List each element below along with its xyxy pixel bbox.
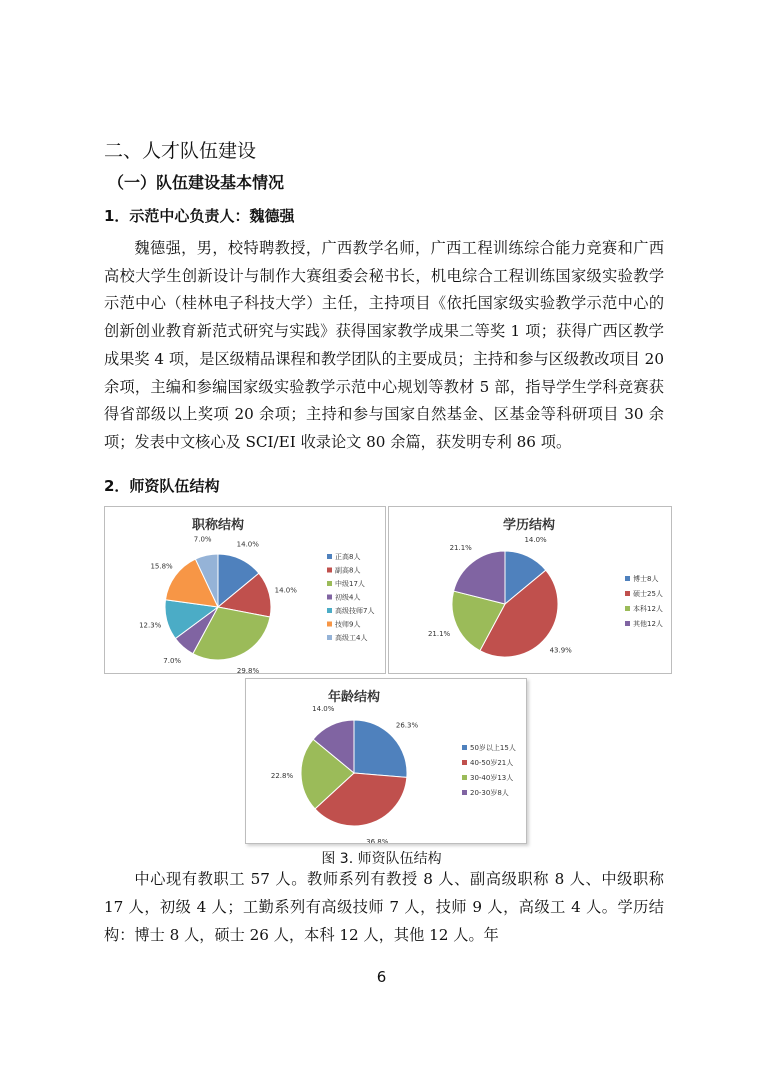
pie-data-label: 15.8% [150,562,173,571]
legend-swatch [462,775,467,780]
chart-title-structure [104,506,386,674]
legend-swatch [327,635,332,640]
legend-swatch [462,790,467,795]
legend-entry: 20-30岁8人 [470,789,509,797]
pie-data-label: 21.1% [449,544,472,553]
legend-swatch [625,606,630,611]
pie-data-label: 14.0% [274,586,297,595]
pie-data-label: 7.0% [163,656,182,665]
legend-entry: 高级工4人 [335,634,368,642]
legend-swatch [625,591,630,596]
legend-entry: 其他12人 [633,620,663,628]
pie-data-label: 21.1% [427,630,451,639]
item1-title: 1．示范中心负责人：魏德强 [104,207,295,225]
legend-entry: 30-40岁13人 [470,774,514,782]
page-number: 6 [376,968,387,986]
chart-education-structure [388,506,672,674]
subsection-heading: （一）队伍建设基本情况 [108,173,285,192]
legend-swatch [327,608,332,613]
pie-data-label: 12.3% [139,621,162,630]
legend-entry: 50岁以上15人 [470,744,516,752]
legend-entry: 博士8人 [633,575,659,583]
legend-swatch [327,595,332,600]
section-heading: 二、人才队伍建设 [104,140,257,162]
pie-chart-age [246,679,526,843]
legend-entry: 副高8人 [335,566,361,575]
pie-data-label: 7.0% [193,535,212,544]
pie-data-label: 22.8% [270,771,294,780]
pie-data-label: 43.9% [549,646,572,655]
pie-data-label: 26.3% [395,721,419,730]
legend-entry: 40-50岁21人 [470,759,514,767]
pie-chart-education [389,507,671,673]
legend-swatch [327,554,332,559]
legend-swatch [462,745,467,750]
legend-entry: 初级4人 [335,593,361,602]
legend-swatch [327,581,332,586]
pie-data-label: 29.8% [236,667,260,673]
item2-title: 2．师资队伍结构 [104,477,220,495]
pie-data-label: 14.0% [524,535,547,544]
legend-swatch [327,568,332,573]
chart-title: 年龄结构 [327,690,381,705]
legend-swatch [625,621,630,626]
legend-swatch [327,622,332,627]
legend-entry: 硕士25人 [633,590,663,598]
chart-title: 职称结构 [191,518,245,533]
figure-caption: 图 3. 师资队伍结构 [321,851,442,867]
pie-data-label: 14.0% [236,540,259,549]
pie-data-label: 36.8% [366,838,389,843]
pie-chart-title [105,507,385,673]
chart-age-structure [245,678,527,844]
chart-title: 学历结构 [502,518,556,533]
legend-entry: 正高8人 [335,553,361,561]
legend-entry: 技师9人 [335,620,361,629]
legend-entry: 高级技师7人 [335,607,375,615]
legend-entry: 中级17人 [335,580,365,588]
item1-body: 魏德强，男，校特聘教授，广西教学名师，广西工程训练综合能力竞赛和广西高校大学生创新设计与制作大赛组委会秘书长，机电综合工程训练国家级实验教学示范中心（桂林电子科技大学）主任，主持项目《依托国家级实验教学示范中心的创新创业教育新范式研究与实践》获得国家教学成果二等奖 1 项；获得广西区教学成果奖 4 项，是区级精品课程和教学团队的主要成员；主持和参与区级教改项目 20 余项，主编和参编国家级实验教学示范中心规划等教材 5 部，指导学生学科竞赛获得省部级以上奖项 20 余项；主持和参与国家自然基金、区基金等科研项目 30 余项；发表中文核心及 SCI/EI 收录论文 80 余篇，获发明专利 86 项。 [104,239,664,451]
pie-data-label: 14.0% [312,704,335,713]
legend-swatch [625,576,630,581]
legend-entry: 本科12人 [633,605,663,613]
item2-body: 中心现有教职工 57 人。教师系列有教授 8 人、副高级职称 8 人、中级职称 17 人，初级 4 人；工勤系列有高级技师 7 人，技师 9 人，高级工 4 人。学历结构：博士 8 人，硕士 26 人，本科 12 人，其他 12 人。年 [104,870,664,944]
legend-swatch [462,760,467,765]
